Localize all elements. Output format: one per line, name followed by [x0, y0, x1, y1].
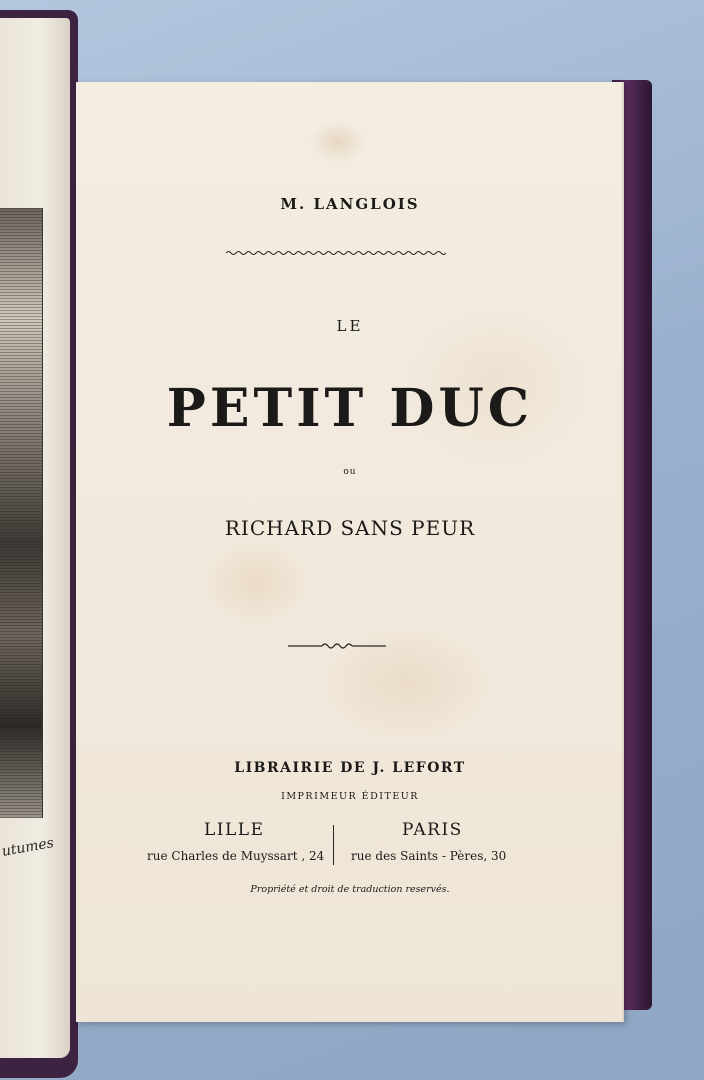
- location-divider: [333, 825, 334, 865]
- address-lille: rue Charles de Muyssart , 24: [147, 849, 325, 863]
- rights-notice: Propriété et droit de traduction reservés.: [250, 884, 450, 895]
- publisher-name: LIBRAIRIE DE J. LEFORT: [234, 760, 466, 776]
- title-conjunction: ou: [343, 467, 357, 477]
- city-paris: PARIS: [402, 820, 463, 840]
- author-name: M. LANGLOIS: [280, 195, 420, 213]
- publisher-role: IMPRIMEUR ÉDITEUR: [281, 791, 419, 802]
- frontispiece-caption: utumes: [0, 835, 55, 860]
- title-page: [76, 82, 624, 1022]
- center-rule-ornament: [288, 642, 386, 650]
- address-paris: rue des Saints - Pères, 30: [351, 849, 507, 863]
- title-article: LE: [336, 317, 364, 335]
- book-subtitle: RICHARD SANS PEUR: [224, 516, 476, 540]
- frontispiece-engraving: [0, 208, 43, 818]
- frontispiece-page: [0, 18, 70, 1058]
- book-title: PETIT DUC: [166, 378, 534, 439]
- city-lille: LILLE: [204, 820, 265, 840]
- wavy-rule-ornament: [226, 250, 446, 256]
